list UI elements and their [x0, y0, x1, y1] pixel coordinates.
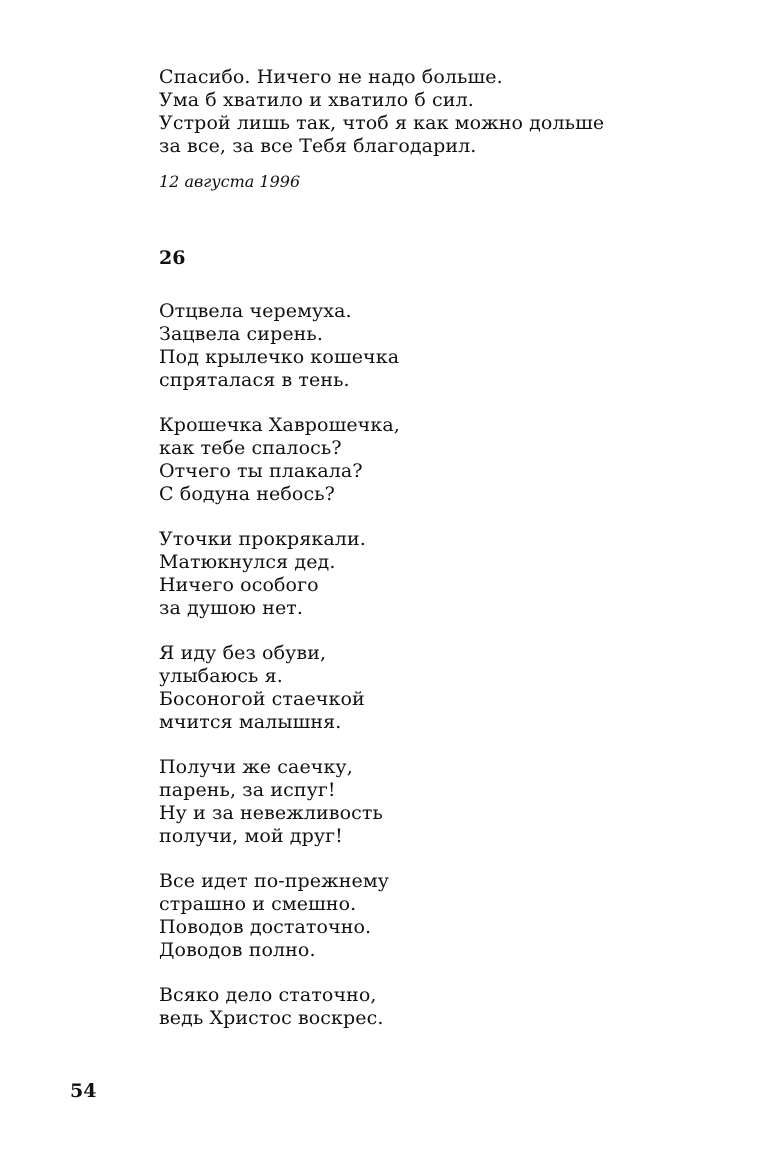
stanza [159, 414, 719, 506]
poem-line: Ума б хватило и хватило б сил. [159, 89, 474, 111]
stanza [159, 642, 719, 734]
poem-line: С бодуна небось? [159, 483, 335, 505]
poem-line: Я иду без обуви, [159, 642, 327, 664]
poem-line: Крошечка Хаврошечка, [159, 414, 400, 436]
stanza [159, 984, 719, 1030]
poem-line: за все, за все Тебя благодарил. [159, 135, 477, 157]
poem-line: мчится малышня. [159, 711, 342, 733]
stanza [159, 528, 719, 620]
previous-poem-ending [159, 66, 719, 158]
poem-line: улыбаюсь я. [159, 665, 283, 687]
poem-line: Матюкнулся дед. [159, 551, 336, 573]
poem-line: Устрой лишь так, чтоб я как можно дольше [159, 112, 605, 134]
poem-line: Отцвела черемуха. [159, 300, 352, 322]
stanza [159, 300, 719, 392]
poem-line: Спасибо. Ничего не надо больше. [159, 66, 503, 88]
stanza [159, 870, 719, 962]
page-number: 54 [70, 1080, 97, 1102]
poem-line: парень, за испуг! [159, 779, 336, 801]
poem-line: Получи же саечку, [159, 756, 353, 778]
poem-date: 12 августа 1996 [159, 172, 301, 191]
poem-line: Босоногой стаечкой [159, 688, 365, 710]
poem-line: как тебе спалось? [159, 437, 342, 459]
poem-line: Доводов полно. [159, 939, 316, 961]
poem-line: ведь Христос воскрес. [159, 1007, 384, 1029]
poem-line: Ну и за невежливость [159, 802, 383, 824]
poem-line: за душою нет. [159, 597, 304, 619]
poem-number: 26 [159, 247, 186, 269]
poem-26 [159, 300, 719, 1030]
poem-line: Под крылечко кошечка [159, 346, 400, 368]
poem-line: спряталася в тень. [159, 369, 350, 391]
poem-line: Ничего особого [159, 574, 319, 596]
poem-line: страшно и смешно. [159, 893, 357, 915]
poem-line: Все идет по-прежнему [159, 870, 389, 892]
poem-line: получи, мой друг! [159, 825, 343, 847]
text-block [159, 66, 719, 1030]
poem-line: Поводов достаточно. [159, 916, 372, 938]
poem-line: Всяко дело статочно, [159, 984, 377, 1006]
stanza [159, 756, 719, 848]
poem-line: Зацвела сирень. [159, 323, 324, 345]
poem-line: Уточки прокрякали. [159, 528, 366, 550]
poem-line: Отчего ты плакала? [159, 460, 363, 482]
